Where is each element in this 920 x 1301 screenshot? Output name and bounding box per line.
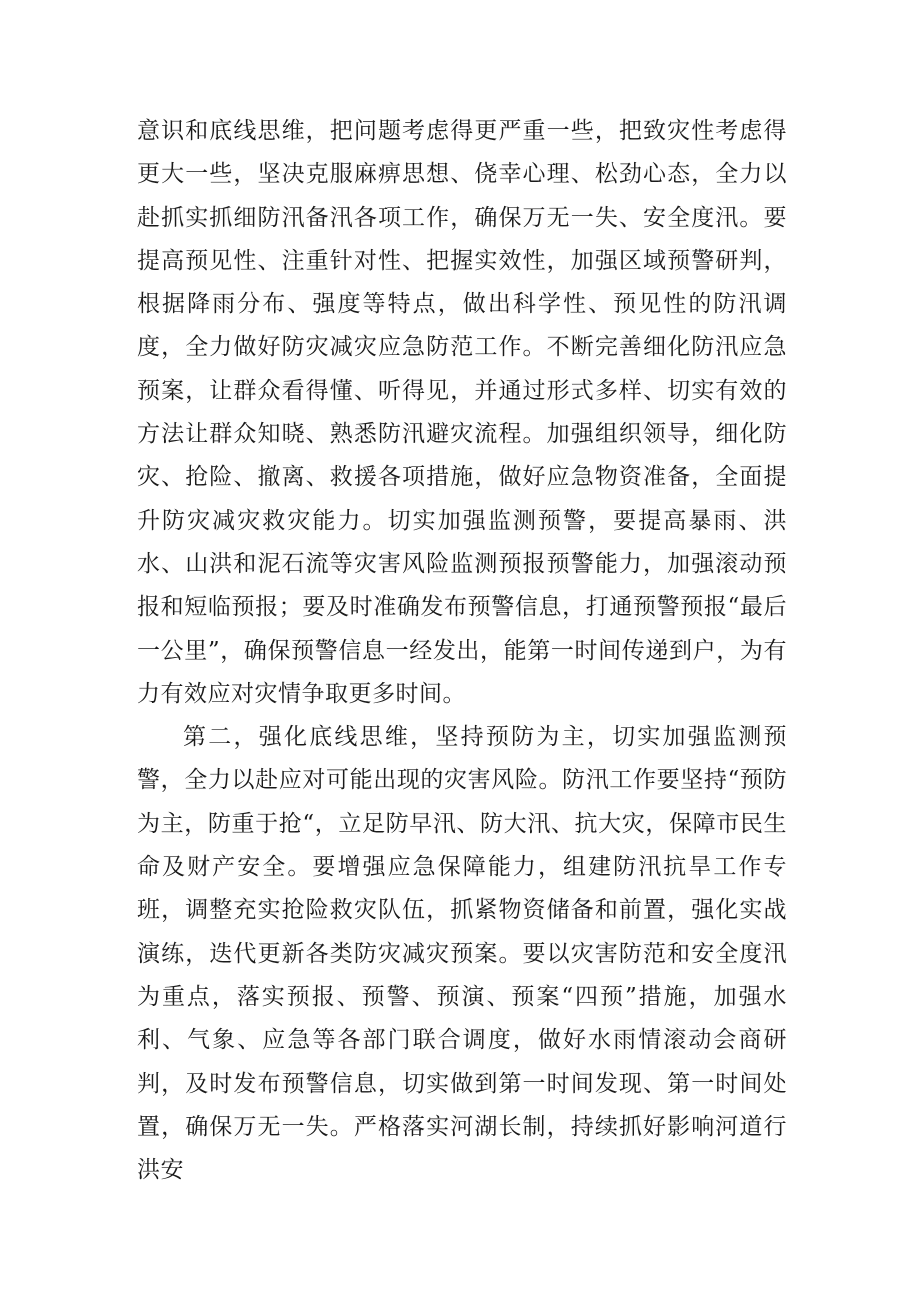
paragraph-continuation: 意识和底线思维，把问题考虑得更严重一些，把致灾性考虑得更大一些，坚决克服麻痹思想、侥幸心理、松劲心态，全力以赴抓实抓细防汛备汛各项工作，确保万无一失、安全度汛。要提高预见性、注重针对性、把握实效性，加强区域预警研判，根据降雨分布、强度等特点，做出科学性、预见性的防汛调度，全力做好防灾减灾应急防范工作。不断完善细化防汛应急预案，让群众看得懂、听得见，并通过形式多样、切实有效的方法让群众知晓、熟悉防汛避灾流程。加强组织领导，细化防灾、抢险、撤离、救援各项措施，做好应急物资准备，全面提升防灾减灾救灾能力。切实加强监测预警，要提高暴雨、洪水、山洪和泥石流等灾害风险监测预报预警能力，加强滚动预报和短临预报；要及时准确发布预警信息，打通预警预报“最后一公里”，确保预警信息一经发出，能第一时间传递到户，为有力有效应对灾情争取更多时间。: [137, 118, 787, 707]
paragraph-section-two: 第二，强化底线思维，坚持预防为主，切实加强监测预警，全力以赴应对可能出现的灾害风险。防汛工作要坚持“预防为主，防重于抢“，立足防早汛、防大汛、抗大灾，保障市民生命及财产安全。要增强应急保障能力，组建防汛抗旱工作专班，调整充实抢险救灾队伍，抓紧物资储备和前置，强化实战演练，迭代更新各类防灾减灾预案。要以灾害防范和安全度汛为重点，落实预报、预警、预演、预案“四预”措施，加强水利、气象、应急等各部门联合调度，做好水雨情滚动会商研判，及时发布预警信息，切实做到第一时间发现、第一时间处置，确保万无一失。严格落实河湖长制，持续抓好影响河道行洪安: [137, 724, 787, 1184]
document-body: [137, 110, 787, 1192]
